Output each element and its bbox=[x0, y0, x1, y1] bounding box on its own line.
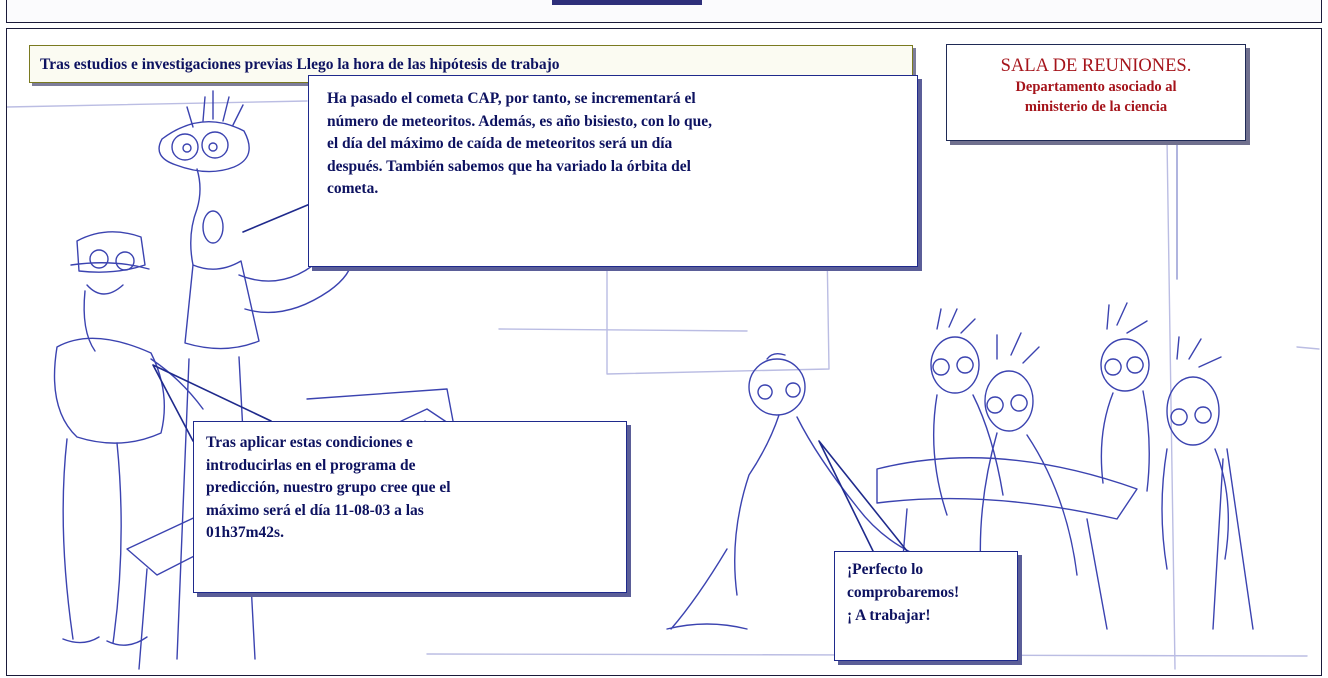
speech-bubble-line: después. También sabemos que ha variado la órbita del bbox=[327, 157, 691, 175]
room-sign bbox=[946, 44, 1246, 141]
top-panel-strip bbox=[6, 0, 1322, 23]
speech-bubble-line: el día del máximo de caída de meteoritos será un día bbox=[327, 135, 673, 152]
speech-bubble-prediction bbox=[193, 421, 627, 593]
speech-bubble-line: número de meteoritos. Además, es año bisiesto, con lo que, bbox=[327, 112, 713, 130]
room-sign-title: SALA DE REUNIONES. bbox=[1000, 56, 1192, 76]
speech-bubble-line: 01h37m42s. bbox=[206, 524, 284, 541]
speech-bubble-perfect bbox=[834, 551, 1018, 661]
speech-bubble-line: predicción, nuestro grupo cree que el bbox=[206, 479, 451, 496]
speech-bubble-line: comprobaremos! bbox=[847, 584, 960, 601]
scene-caption-text: Tras estudios e investigaciones previas Llego la hora de las hipótesis de trabajo bbox=[40, 56, 560, 73]
room-sign-subtitle-line: ministerio de la ciencia bbox=[1024, 99, 1168, 115]
top-strip-tab bbox=[552, 0, 702, 5]
room-sign-subtitle-line: Departamento asociado al bbox=[1015, 79, 1177, 95]
speech-bubble-line: Ha pasado el cometa CAP, por tanto, se incrementará el bbox=[327, 90, 696, 107]
speech-bubble-line: introducirlas en el programa de bbox=[206, 456, 416, 474]
comic-panel bbox=[6, 28, 1322, 676]
speech-bubble-line: máximo será el día 11-08-03 a las bbox=[206, 501, 424, 519]
speech-bubble-line: ¡Perfecto lo bbox=[847, 561, 924, 578]
speech-bubble-comet bbox=[308, 75, 918, 267]
speech-bubble-line: ¡ A trabajar! bbox=[847, 607, 931, 624]
speech-bubble-line: cometa. bbox=[327, 180, 379, 197]
speech-bubble-line: Tras aplicar estas condiciones e bbox=[206, 434, 413, 451]
